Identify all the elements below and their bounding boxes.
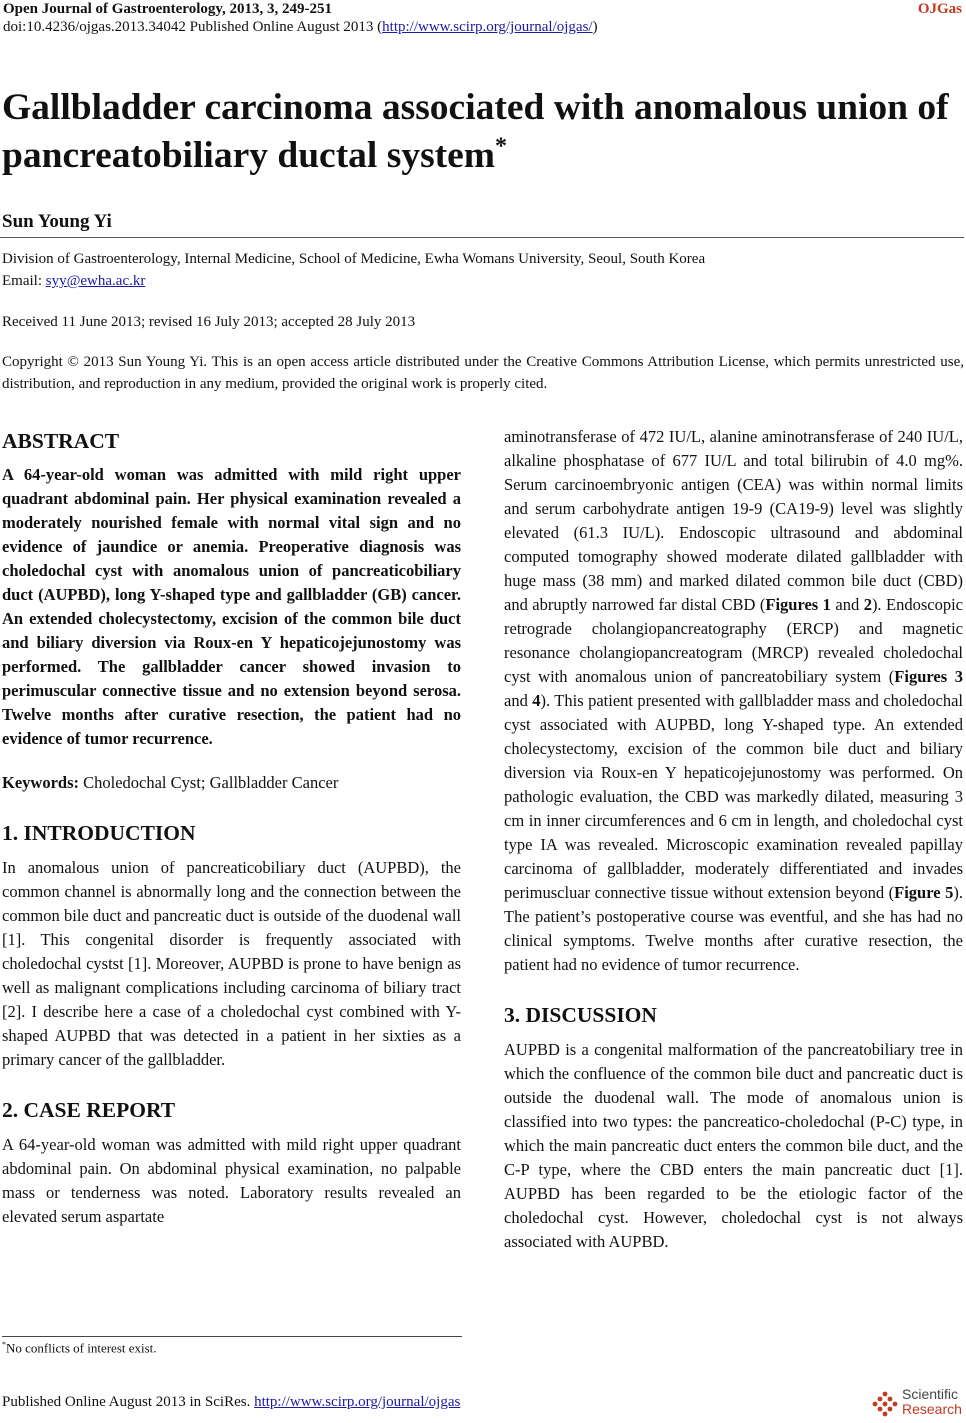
case-text-4: ). The patient’s postoperative course was eventful, and she has had no clinical symptoms. Twelve months after curative resection, the patient had no evidence of tumor recurrence.	[504, 883, 963, 974]
keywords-text: Choledochal Cyst; Gallbladder Cancer	[79, 773, 339, 792]
case-report-continued	[504, 425, 963, 977]
footer-journal-link[interactable]: http://www.scirp.org/journal/ojgas	[254, 1394, 461, 1410]
case-text-1: aminotransferase of 472 IU/L, alanine aminotransferase of 240 IU/L, alkaline phosphatase of 677 IU/L and total bilirubin of 4.0 mg%. Serum carcinoembryonic antigen (CEA) was within normal limits and serum carbohydrate antigen 19-9 (CA19-9) level was slightly elevated (61.3 IU/L). Endoscopic ultrasound and abdominal computed tomography showed moderate dilated gallbladder with huge mass (38 mm) and marked dilated common bile duct (CBD) and abruptly narrowed far distal CBD (	[504, 427, 963, 614]
figure-ref-3[interactable]: Figures 3	[894, 667, 963, 686]
figure-ref-4[interactable]: 4	[532, 691, 541, 710]
footer-text: Published Online August 2013 in SciRes.	[2, 1394, 255, 1410]
right-column	[504, 425, 963, 1254]
discussion-text: AUPBD is a congenital malformation of the pancreatobiliary tree in which the confluence of the common bile duct and pancreatic duct is outside the duodenal wall. The mode of anomalous union is classified into two types: the pancreatico-choledochal (P-C) type, in which the main pancreatic duct enters the common bile duct, and the C-P type, where the CBD enters the main pancreatic duct [1]. AUPBD has been regarded to be the etiologic factor of the choledochal cyst. However, choledochal cyst is not always associated with AUPBD.	[504, 1040, 963, 1251]
abstract-text: A 64-year-old woman was admitted with mild right upper quadrant abdominal pain. Her physical examination revealed a moderately nourished female with normal vital sign and no evidence of jaundice or anemia. Preoperative diagnosis was choledochal cyst with anomalous union of pancreaticobiliary duct (AUPBD), long Y-shaped type and gallbladder (GB) cancer. An extended cholecystectomy, excision of the common bile duct and biliary diversion via Roux-en Y hepaticojejunostomy was performed. The gallbladder cancer showed invasion to perimuscular connective tissue and no extension beyond serosa. Twelve months after curative resection, the patient had no evidence of tumor recurrence.	[2, 465, 461, 748]
figure-ref-2[interactable]: 2	[863, 595, 872, 614]
figure-ref-5[interactable]: Figure 5	[894, 883, 954, 902]
discussion-heading: 3. DISCUSSION	[504, 1003, 657, 1027]
scientific-research-logo	[872, 1387, 962, 1423]
logo-line-1: Scientific	[902, 1386, 959, 1402]
doi-text: doi:10.4236/ojgas.2013.34042 Published Online August 2013 (	[3, 19, 383, 35]
abstract-heading: ABSTRACT	[2, 429, 120, 453]
title-footnote-mark: *	[495, 133, 508, 160]
figure-ref-1[interactable]: Figures 1	[765, 595, 831, 614]
page-footer	[2, 1394, 460, 1411]
journal-url-link[interactable]: http://www.scirp.org/journal/ojgas/	[382, 19, 593, 35]
received-dates: Received 11 June 2013; revised 16 July 2013; accepted 28 July 2013	[2, 314, 416, 330]
footnote-mark: *	[2, 1340, 6, 1349]
journal-abbreviation: OJGas	[917, 1, 962, 17]
article-title	[2, 84, 964, 180]
email-label: Email:	[2, 273, 46, 289]
footnote-text: No conflicts of interest exist.	[6, 1340, 157, 1356]
affiliation: Division of Gastroenterology, Internal Medicine, School of Medicine, Ewha Womans University, Seoul, South Korea	[2, 251, 706, 267]
logo-line-2: Research	[902, 1401, 962, 1417]
left-column	[2, 425, 461, 1229]
doi-suffix: )	[592, 19, 598, 35]
logo-dots-icon	[872, 1391, 898, 1417]
case-report-text: A 64-year-old woman was admitted with mild right upper quadrant abdominal pain. On abdominal physical examination, no palpable mass or tenderness was noted. Laboratory results revealed an elevated serum aspartate	[2, 1135, 461, 1226]
logo-text	[902, 1387, 962, 1417]
email-link[interactable]: syy@ewha.ac.kr	[45, 273, 146, 289]
case-text-2: ). Endoscopic retrograde cholangiopancreatography (ERCP) and magnetic resonance cholangiopancreatogram (MRCP) revealed choledochal cyst with anomalous union of pancreatobiliary system (	[504, 595, 963, 686]
article-title-text: Gallbladder carcinoma associated with anomalous union of pancreatobiliary ductal system	[2, 87, 949, 176]
doi-line	[3, 19, 598, 36]
email-line	[2, 270, 964, 292]
author-name: Sun Young Yi	[2, 211, 112, 232]
case-and-1: and	[830, 595, 864, 614]
footnote	[2, 1340, 157, 1356]
introduction-heading: 1. INTRODUCTION	[2, 821, 196, 845]
keywords-label: Keywords:	[2, 773, 79, 792]
case-report-heading: 2. CASE REPORT	[2, 1098, 176, 1122]
footnote-divider	[2, 1336, 462, 1337]
introduction-text: In anomalous union of pancreaticobiliary duct (AUPBD), the common channel is abnormally long and the connection between the common bile duct and pancreatic duct is outside of the duodenal wall [1]. This congenital disorder is frequently associated with choledochal cystst [1]. Moreover, AUPBD is prone to have benign as well as malignant complications including carcinoma of biliary tract [2]. I describe here a case of a choledochal cyst combined with Y-shaped AUPBD that was detected in a patient in her sixties as a primary cancer of the gallbladder.	[2, 858, 461, 1069]
author-divider	[0, 237, 964, 238]
case-and-2: and	[504, 691, 533, 710]
journal-citation: Open Journal of Gastroenterology, 2013, 3, 249-251	[3, 1, 333, 17]
keywords	[2, 771, 461, 795]
case-text-3: ). This patient presented with gallbladder mass and choledochal cyst associated with AUPBD, long Y-shaped type. An extended cholecystectomy, excision of the common bile duct and biliary diversion via Roux-en Y hepaticojejunostomy was performed. On pathologic evaluation, the CBD was markedly dilated, measuring 3 cm in inner circumferences and 6 cm in length, and choledochal cyst type IA was revealed. Microscopic examination revealed papillay carcinoma of gallbladder, moderately differentiated and invades perimuscluar connective tissue without extension beyond (	[504, 691, 963, 902]
copyright-notice: Copyright © 2013 Sun Young Yi. This is an open access article distributed under the Creative Commons Attribution License, which permits unrestricted use, distribution, and reproduction in any medium, provided the original work is properly cited.	[2, 354, 964, 392]
